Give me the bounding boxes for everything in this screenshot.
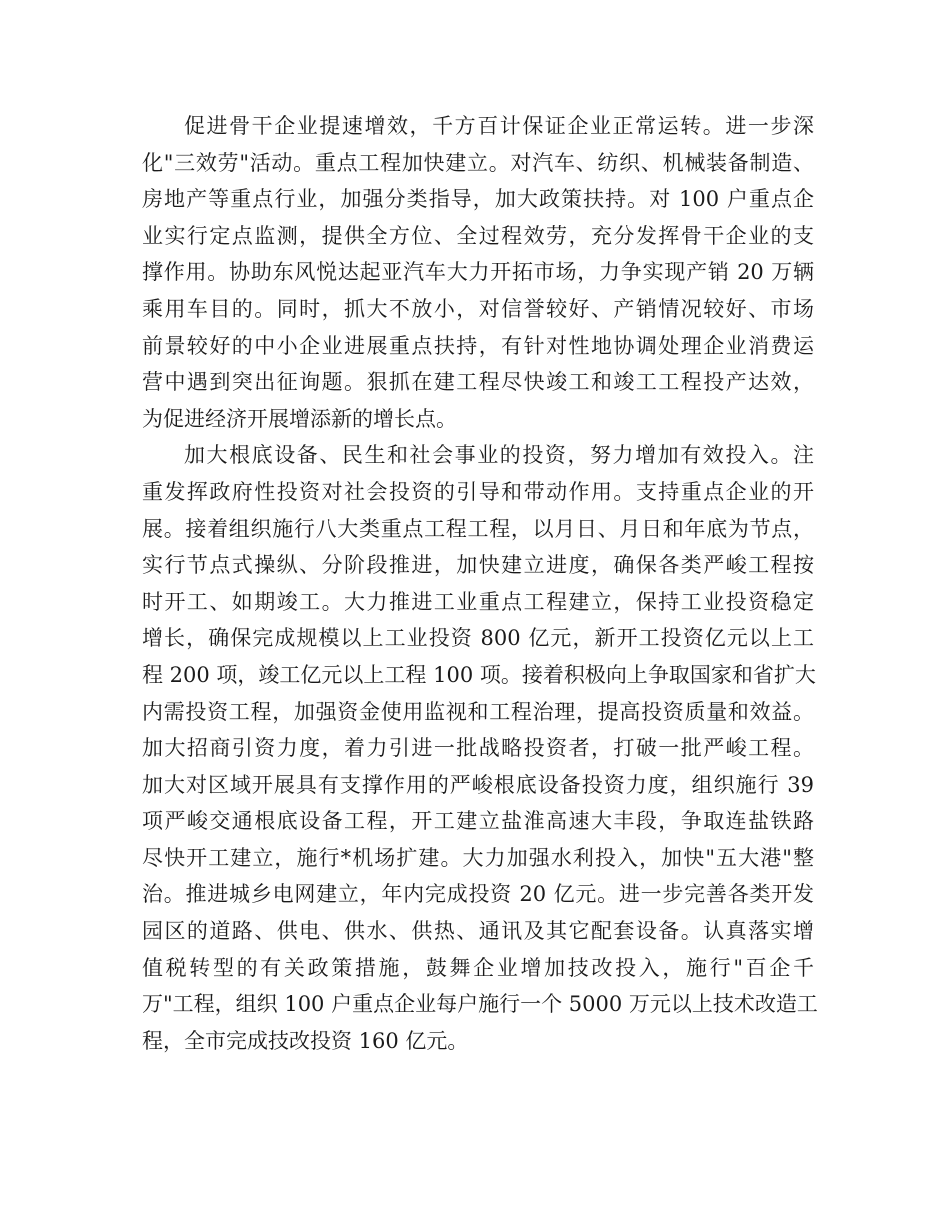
text-line: 乘用车目的。同时，抓大不放小，对信誉较好、产销情况较好、市场 — [142, 296, 814, 321]
text-line: 重发挥政府性投资对社会投资的引导和带动作用。支持重点企业的开 — [142, 479, 814, 504]
text-line: 撑作用。协助东风悦达起亚汽车大力开拓市场，力争实现产销 20 万辆 — [142, 260, 814, 285]
text-line: 展。接着组织施行八大类重点工程工程，以月日、月日和年底为节点， — [142, 516, 814, 541]
text-line: 化"三效劳"活动。重点工程加快建立。对汽车、纺织、机械装备制造、 — [142, 150, 814, 175]
text-line: 时开工、如期竣工。大力推进工业重点工程建立，保持工业投资稳定 — [142, 589, 814, 614]
text-line: 程 200 项，竣工亿元以上工程 100 项。接着积极向上争取国家和省扩大 — [142, 662, 816, 687]
paragraph-1 — [142, 108, 814, 437]
document-body — [142, 108, 818, 1059]
text-line: 内需投资工程，加强资金使用监视和工程治理，提高投资质量和效益。 — [142, 699, 814, 724]
paragraph-2 — [142, 437, 818, 1059]
text-line: 项严峻交通根底设备工程，开工建立盐淮高速大丰段，争取连盐铁路 — [142, 809, 814, 834]
text-line: 房地产等重点行业，加强分类指导，加大政策扶持。对 100 户重点企 — [142, 187, 814, 212]
text-line: 加大对区域开展具有支撑作用的严峻根底设备投资力度，组织施行 39 — [142, 772, 814, 797]
text-line: 营中遇到突出征询题。狠抓在建工程尽快竣工和竣工工程投产达效， — [142, 370, 814, 395]
text-line: 为促进经济开展增添新的增长点。 — [142, 406, 457, 431]
text-line: 园区的道路、供电、供水、供热、通讯及其它配套设备。认真落实增 — [142, 919, 814, 944]
text-line: 值税转型的有关政策措施，鼓舞企业增加技改投入，施行"百企千 — [142, 955, 814, 980]
text-line: 加大招商引资力度，着力引进一批战略投资者，打破一批严峻工程。 — [142, 736, 814, 761]
text-line: 增长，确保完成规模以上工业投资 800 亿元，新开工投资亿元以上工 — [142, 626, 814, 651]
text-line: 前景较好的中小企业进展重点扶持，有针对性地协调处理企业消费运 — [142, 333, 814, 358]
text-line: 尽快开工建立，施行*机场扩建。大力加强水利投入，加快"五大港"整 — [142, 845, 814, 870]
text-line: 业实行定点监测，提供全方位、全过程效劳，充分发挥骨干企业的支 — [142, 223, 814, 248]
text-line: 促进骨干企业提速增效，千方百计保证企业正常运转。进一步深 — [184, 114, 814, 138]
text-line: 程，全市完成技改投资 160 亿元。 — [142, 1028, 469, 1053]
text-line: 万"工程，组织 100 户重点企业每户施行一个 5000 万元以上技术改造工 — [142, 992, 818, 1017]
text-line: 实行节点式操纵、分阶段推进，加快建立进度，确保各类严峻工程按 — [142, 553, 814, 578]
text-line: 治。推进城乡电网建立，年内完成投资 20 亿元。进一步完善各类开发 — [142, 882, 814, 907]
text-line: 加大根底设备、民生和社会事业的投资，努力增加有效投入。注 — [184, 443, 814, 468]
